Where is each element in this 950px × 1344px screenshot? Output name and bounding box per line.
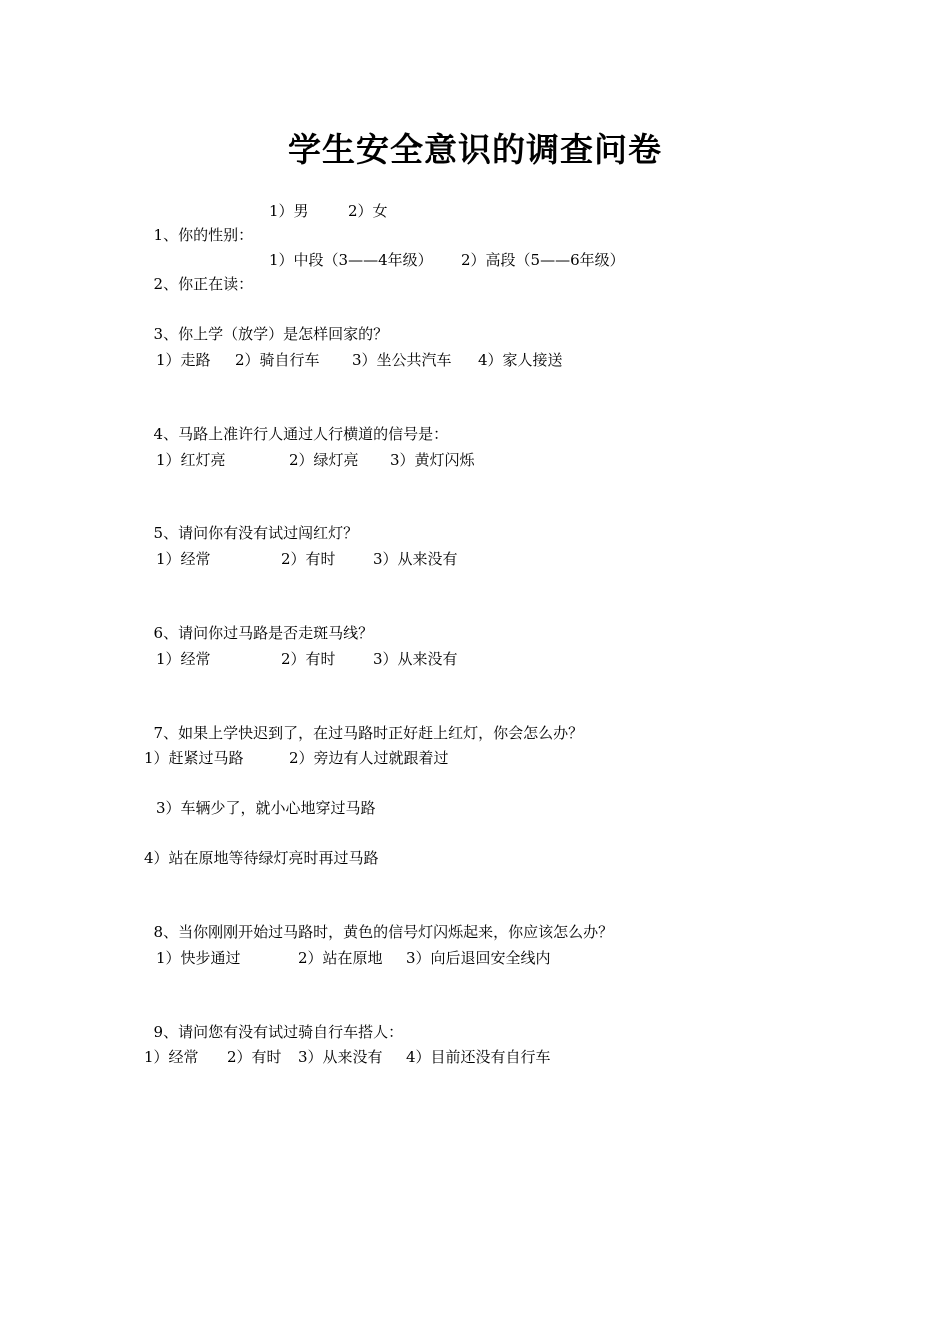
q3-option-2: 2）骑自行车 <box>235 351 320 369</box>
q4-option-2: 2）绿灯亮 <box>289 451 359 469</box>
q7-option-2: 2）旁边有人过就跟着过 <box>289 749 449 767</box>
question-7-options-c <box>144 846 704 870</box>
question-6-text: 6、请问你过马路是否走斑马线？ <box>153 624 374 642</box>
q4-option-3: 3）黄灯闪烁 <box>390 451 475 469</box>
question-4-options <box>144 448 704 472</box>
q3-option-3: 3）坐公共汽车 <box>352 351 452 369</box>
q7-option-4: 4）站在原地等待绿灯亮时再过马路 <box>144 849 379 867</box>
question-9-options <box>144 1045 704 1069</box>
question-7-text: 7、如果上学快迟到了，在过马路时正好赶上红灯，你会怎么办？ <box>153 724 584 742</box>
q7-option-3: 3）车辆少了，就小心地穿过马路 <box>156 799 376 817</box>
question-6-options <box>144 647 704 671</box>
question-6 <box>144 597 704 642</box>
q5-option-2: 2）有时 <box>281 550 336 568</box>
question-9-text: 9、请问您有没有试过骑自行车搭人： <box>153 1023 404 1041</box>
question-1-text: 1、你的性别： <box>153 226 254 244</box>
q8-option-1: 1）快步通过 <box>156 949 241 967</box>
question-2 <box>144 248 704 293</box>
q2-option-1: 1）中段（3——4年级） <box>269 251 433 269</box>
q7-option-1: 1）赶紧过马路 <box>144 749 244 767</box>
question-8 <box>144 896 704 941</box>
q3-option-1: 1）走路 <box>156 351 211 369</box>
q6-option-2: 2）有时 <box>281 650 336 668</box>
q8-option-3: 3）向后退回安全线内 <box>406 949 551 967</box>
q9-option-3: 3）从来没有 <box>298 1048 383 1066</box>
question-9 <box>144 996 704 1041</box>
question-5-text: 5、请问你有没有试过闯红灯？ <box>153 524 359 542</box>
question-4-text: 4、马路上准许行人通过人行横道的信号是： <box>153 425 449 443</box>
question-8-options <box>144 946 704 970</box>
q6-option-1: 1）经常 <box>156 650 211 668</box>
q9-option-2: 2）有时 <box>227 1048 282 1066</box>
q3-option-4: 4）家人接送 <box>478 351 563 369</box>
q1-option-1: 1）男 <box>269 202 309 220</box>
question-2-text: 2、你正在读： <box>153 275 254 293</box>
q1-option-2: 2）女 <box>348 202 388 220</box>
question-4 <box>144 398 704 443</box>
q6-option-3: 3）从来没有 <box>373 650 458 668</box>
question-8-text: 8、当你刚刚开始过马路时，黄色的信号灯闪烁起来，你应该怎么办？ <box>153 923 614 941</box>
question-5 <box>144 497 704 542</box>
q9-option-4: 4）目前还没有自行车 <box>406 1048 551 1066</box>
question-7-options-b <box>144 796 704 820</box>
question-7-options-a <box>144 746 704 770</box>
question-3 <box>144 298 704 343</box>
question-1 <box>144 199 644 244</box>
q5-option-1: 1）经常 <box>156 550 211 568</box>
question-5-options <box>144 547 704 571</box>
question-3-options <box>144 348 704 372</box>
q5-option-3: 3）从来没有 <box>373 550 458 568</box>
question-7 <box>144 697 704 742</box>
q4-option-1: 1）红灯亮 <box>156 451 226 469</box>
page-title: 学生安全意识的调查问卷 <box>288 130 662 169</box>
q9-option-1: 1）经常 <box>144 1048 199 1066</box>
q8-option-2: 2）站在原地 <box>298 949 383 967</box>
q2-option-2: 2）高段（5——6年级） <box>461 251 625 269</box>
question-3-text: 3、你上学（放学）是怎样回家的？ <box>153 325 389 343</box>
